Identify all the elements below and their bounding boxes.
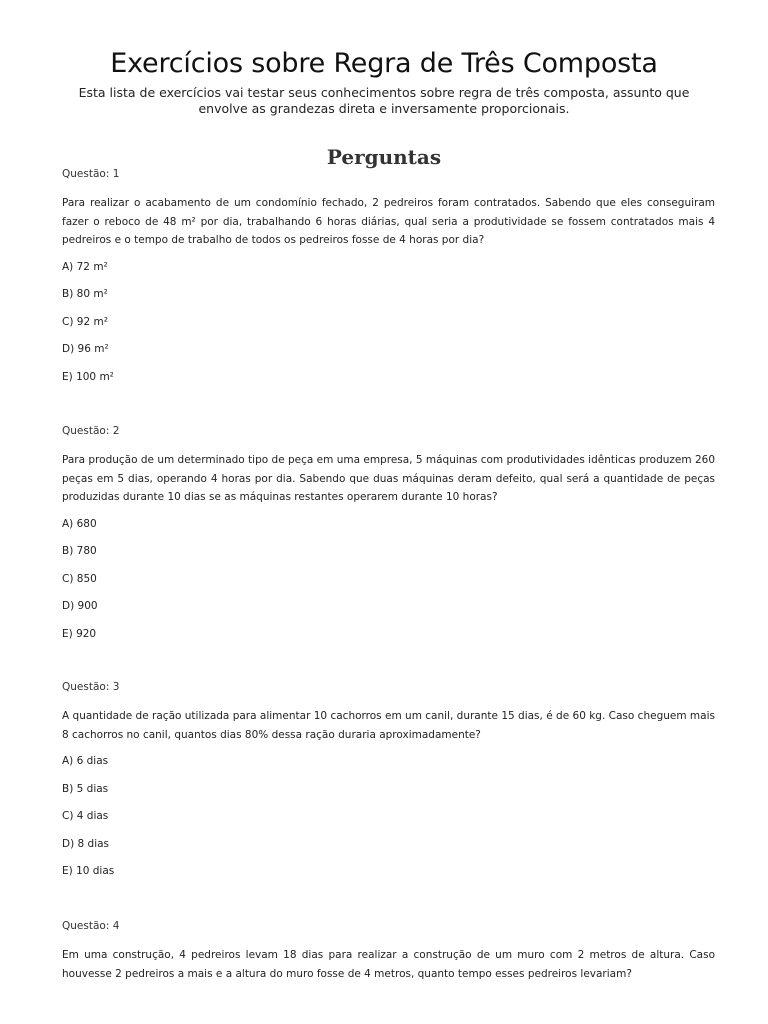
option-c: C) 850 (62, 572, 97, 585)
option-b: B) 5 dias (62, 782, 109, 795)
question-label: Questão: 2 (62, 425, 120, 437)
option-e: E) 100 m² (62, 370, 114, 383)
option-list (62, 258, 715, 396)
option-b: B) 80 m² (62, 288, 108, 300)
section-heading: Perguntas (326, 145, 442, 169)
option-c: C) 4 dias (62, 810, 109, 822)
option-b: B) 780 (62, 545, 97, 557)
option-a: A) 72 m² (62, 260, 108, 273)
question-text: Para realizar o acabamento de um condomínio fechado, 2 pedreiros foram contratados. Sabendo que eles conseguiram fazer o reboco de 48 m² por dia, trabalhando 6 horas diárias, qual seria a produtividade se fossem contratados mais 4 pedreiros e o tempo de trabalho de todos os pedreiros fosse de 4 horas por dia? (62, 197, 715, 246)
option-list (62, 515, 715, 653)
option-c: C) 92 m² (62, 315, 108, 328)
option-d: D) 8 dias (62, 837, 110, 850)
option-d: D) 900 (62, 600, 98, 612)
question-4 (62, 918, 715, 983)
page-title: Exercícios sobre Regra de Três Composta (110, 48, 658, 79)
question-label: Questão: 1 (62, 168, 120, 180)
option-list (62, 752, 715, 890)
question-text: A quantidade de ração utilizada para alimentar 10 cachorros em um canil, durante 15 dias, é de 60 kg. Caso cheguem mais 8 cachorros no canil, quantos dias 80% dessa ração duraria aproximadamente? (62, 710, 715, 741)
question-label: Questão: 4 (62, 920, 120, 932)
option-e: E) 10 dias (62, 865, 115, 877)
option-a: A) 680 (62, 517, 97, 530)
question-text: Para produção de um determinado tipo de peça em uma empresa, 5 máquinas com produtividades idênticas produzem 260 peças em 5 dias, operando 4 horas por dia. Sabendo que duas máquinas deram defeito, qual será a quantidade de peças produzidas durante 10 dias se as máquinas restantes operarem durante 10 horas? (62, 454, 715, 503)
question-1 (62, 166, 715, 395)
question-label: Questão: 3 (62, 681, 120, 693)
question-text: Em uma construção, 4 pedreiros levam 18 dias para realizar a construção de um muro com 2 metros de altura. Caso houvesse 2 pedreiros a mais e a altura do muro fosse de 4 metros, quanto tempo esses pedreiros levariam? (62, 949, 715, 980)
question-2 (62, 423, 715, 652)
question-3 (62, 679, 715, 890)
option-d: D) 96 m² (62, 343, 109, 355)
option-a: A) 6 dias (62, 755, 109, 767)
intro-paragraph: Esta lista de exercícios vai testar seus conhecimentos sobre regra de três composta, assunto que envolve as grandezas direta e inversamente proporcionais. (78, 85, 690, 116)
option-e: E) 920 (62, 627, 97, 640)
